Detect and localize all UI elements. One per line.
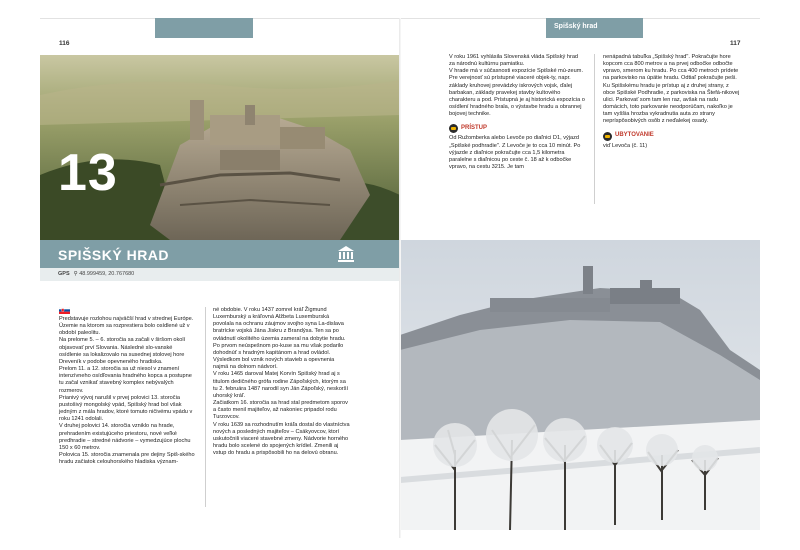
- gps-bar: [40, 268, 400, 281]
- page-number-right: 117: [730, 40, 741, 47]
- unesco-heritage-icon: [336, 244, 356, 264]
- paragraph: Ku Spišskému hradu je prístup aj z druhej strany, z obce Spišské Podhradie, z parkoviska na Štefá-nikovej ulici. Parkovať som tam len raz, avšak na radu domácich, toto parkovanie neodporúčam, nakoľko je tam vyššia hrozba vykradnutia auta zo strany nepríspôsobivých osôb z neďalekej osady.: [603, 82, 740, 125]
- winter-castle-photo: [400, 240, 760, 530]
- left-text-column-1: [59, 316, 195, 466]
- paragraph: Prianivý vývoj narušil v prvej polovici 13. storočia pustošivý mongolský vpád, Spišský hrad bol však jedným z mála hradov, ktoré tomuto ničivému vpádu v roku 1241 odolali.: [59, 394, 193, 423]
- header-tab-label: Spišský hrad: [554, 23, 598, 30]
- right-text-column-1: [449, 54, 585, 171]
- pristup-heading: [449, 124, 585, 133]
- paragraph: Polovica 15. storočia znamenala pre dejiny Spiš-ského hradu začiatok celouhorského hladiska význam-: [59, 451, 195, 466]
- left-text-column-2: [213, 307, 351, 457]
- paragraph: V roku 1961 vyhlásila Slovenská vláda Spišský hrad za národnú kultúrnu pamiatku.: [449, 54, 579, 68]
- paragraph: Na prelome 5. – 6. storočia sa začali v širšom okolí objavovať prví Slovania. Následné slo-vanské osídlenie sa lokalizovalo na susednej stolovej hore Dreveník v podobe opevneného hradiska.: [59, 337, 186, 365]
- paragraph: Začiatkom 16. storočia sa hrad stal predmetom sporov a často menil majiteľov, až nakoniec pripadol rodu Turzovcov.: [213, 400, 348, 421]
- paragraph: V hrade má v súčasnosti expozície Spišské mú-zeum. Pre verejnosť sú prístupné viaceré objek-ty, napr. základy kruhovej prevádzky iskrových vojsk, ďalej barbakan, základy pravekej stavby kultového charakteru a pod. Prístupná je aj historická expozícia o osídlení hradného brala, o výstavbe hradu a obrannej bojovej technike.: [449, 68, 585, 118]
- book-gutter: [399, 18, 401, 538]
- paragraph: Prelom 11. a 12. storočia sa už niesol v znamení intenzívneho osídľovania hradného kopca a postupne tu začal vznikať stavebný komplex nebývalých rozmerov.: [59, 366, 192, 394]
- paragraph: V roku 1465 daroval Matej Korvín Spišský hrad aj s titulom dedičného grófa rodine Zápoľských, ktorým sa tu 2. februára 1487 narodil syn Ján Zápoľský, neskorší uhorský kráľ.: [213, 371, 349, 399]
- ubytovanie-heading-label: UBYTOVANIE: [615, 132, 654, 139]
- page-number-left: 116: [59, 40, 70, 47]
- page-title: SPIŠSKÝ HRAD: [58, 247, 170, 263]
- paragraph: Výsledkom bol vznik nových stavieb a opevnenia najmä na dolnom nádvorí.: [213, 357, 335, 371]
- paragraph: V druhej polovici 14. storočia vzniklo na hrade, prehradením existujúceho priestoru, nové veľké predhradie – stredné nádvorie – vymedzujúce plochu 150 x 60 metrov.: [59, 423, 191, 451]
- car-icon: [449, 124, 458, 133]
- column-divider: [594, 54, 595, 204]
- bed-icon: [603, 132, 612, 141]
- title-bar: [40, 240, 400, 268]
- pristup-text: Od Ružomberka alebo Levoče po diaľnici D1, výjazd „Spišské podhradie". Z Levoče je to cca 10 minút. Po výjazde z diaľnice pokračujte cca 1,5 kilometra paralelne s diaľnicou po ceste č. 18 až k odbočke vpravo, na cestu 3215. Je tam: [449, 135, 581, 171]
- slovak-flag-icon: [59, 307, 70, 314]
- right-text-column-2: [603, 54, 741, 150]
- paragraph: Predstavuje rozlohou najväčší hrad v strednej Európe. Územie na ktorom sa rozprestiera bolo osídlené už v období paleolitu.: [59, 316, 194, 337]
- pristup-heading-label: PRÍSTUP: [461, 125, 488, 132]
- ubytovanie-text: viď Levoča (č. 11): [603, 142, 648, 149]
- winter-castle-illustration: [400, 240, 760, 530]
- gps-label: GPS: [58, 271, 70, 277]
- location-pin-icon: ⚲: [73, 271, 80, 277]
- paragraph: né obdobie. V roku 1437 zomrel kráľ Žigmund Luxemburský a kráľovná Alžbeta Luxemburská povolala na ochranu záujmov svojho syna La-dislava bratrícke vojská Jána Jiskru z Brandýsa. Ten sa po ovládnutí okolitého územia zameral na dobytie hradu. Po prvom neúspešnom po-kuse sa mu však podarilo dohodnúť s hradným kapitánom a hrad ovládol.: [213, 307, 346, 356]
- paragraph: V roku 1639 sa rozhodnutím kráľa dostal do vlastníctva nových a posledných majiteľov – Csákyovcov, ktorí uskutočnili viaceré stavebné zmeny. Nádvorie horného hradu bolo scelené do spojených krídiel. Zmenili aj vstup do hradu a prispôsobili ho na delovú obranu.: [213, 421, 350, 457]
- ubytovanie-heading: [603, 132, 741, 141]
- chapter-number: 13: [58, 144, 118, 202]
- column-divider: [205, 307, 206, 507]
- paragraph: nenápadná tabuľka „Spišský hrad". Pokračujte hore kopcom cca 800 metrov a na prvej odbočke odbočte vpravo, smerom ku hradu. Po cca 400 metroch prídete na parkovisko na úpätie hradu. Odtiaľ pokračujte peši.: [603, 54, 739, 82]
- gps-coordinates: 48.999459, 20.767680: [79, 271, 135, 277]
- castle-aerial-photo: [40, 55, 400, 240]
